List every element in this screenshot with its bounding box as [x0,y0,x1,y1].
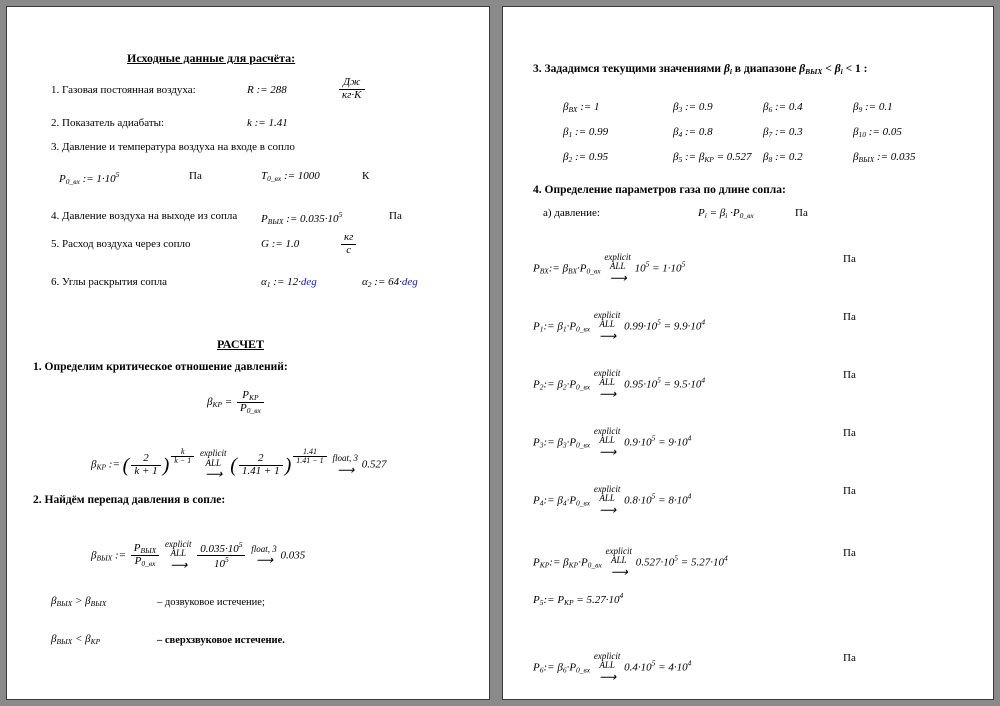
condition-supersonic-expr: $\beta_{ВЫХ} < \beta_{КР}$ [51,633,101,646]
calc-header: РАСЧЕТ [217,337,265,351]
data-item-6-label: 6. Углы раскрытия сопла [51,276,168,288]
document-page-right [502,6,994,700]
explicit-arrow-2: explicit ALL ⟶ [164,539,192,572]
pressure-row-1: $P_1:= \beta_1\cdot P_{0\_вх}$ explicit ALL ⟶ $0.99\cdot 10^5 = 9.9\cdot 10^4$ [533,310,706,343]
data-item-1-unit: $\frac{Дж}{кг\cdot К}$ [337,77,367,101]
condition-subsonic-text: – дозвуковое истечение; [157,597,265,608]
beta-vyh-evaluation: $\beta_{ВЫХ}$ := $\frac{P_{ВЫХ}}{P_{0\_вх}}$ explicit ALL ⟶ $\frac{0.035\cdot 10^5}{10^5}$ float, 3 ⟶ 0.035 [91,539,306,572]
pressure-row-6-unit: Па [843,652,856,664]
explicit-arrow-1: explicit ALL ⟶ [200,448,227,482]
float-arrow-1: float, 3 ⟶ [332,453,358,477]
alpha2-entry: $\alpha_2$ := 64·deg [362,276,418,289]
left-page-title: Исходные данные для расчёта: [127,51,296,65]
pressure-row-3: $P_3:= \beta_3\cdot P_{0\_вх}$ explicit ALL ⟶ $0.9\cdot 10^5 = 9\cdot 10^4$ [533,426,692,459]
pressure-row-6: $P_6:= \beta_6\cdot P_{0\_вх}$ explicit ALL ⟶ $0.4\cdot 10^5 = 4\cdot 10^4$ [533,651,692,684]
beta-entry-6: $\beta_6$ := 0.4 [763,101,803,114]
pressure-general-formula: $P_i = \beta_i \cdot P_{0\_вх}$ [698,207,754,220]
section-4-title: 4. Определение параметров газа по длине сопла: [533,184,786,196]
pressure-row-1-unit: Па [843,311,856,323]
condition-supersonic-text: – сверхзвуковое истечение. [157,635,285,646]
pressure-row-vh-unit: Па [843,253,856,265]
explicit-arrow-row-0: explicit ALL ⟶ [604,252,631,285]
g-unit: $\frac{кг}{с}$ [339,232,358,256]
data-item-2-label: 2. Показатель адиабаты: [51,117,165,129]
data-item-1-value: R := 288 [247,84,287,96]
data-item-4-label: 4. Давление воздуха на выходе из сопла [51,210,238,222]
beta-kr-evaluation: $\beta_{КР}$ := ( $\frac{2}{k + 1}$ ) $\frac{k}{k - 1}$ explicit ALL ⟶ ( $\frac{2}{1.41 + 1}$ ) $\frac{1.41}{1.41 - 1}$ float, 3 ⟶ 0.527 [91,447,387,482]
pressure-row-5: $P_5:= P_{КР} = 5.27\cdot 10^4$ [533,591,624,607]
pvyh-unit: Па [389,210,402,222]
explicit-arrow-row-1: explicit ALL ⟶ [593,310,621,343]
pressure-row-kr: $P_{КР}:= \beta_{КР}\cdot P_{0\_вх}$ explicit ALL ⟶ $0.527\cdot 10^5 = 5.27\cdot 10^4$ [533,546,728,579]
t0-unit: К [362,170,370,182]
data-item-2-value: k := 1.41 [247,117,288,129]
section-4a-label: а) давление: [543,207,600,219]
beta-entry-9: $\beta_9$ := 0.1 [853,101,893,114]
section-2-title: 2. Найдём перепад давления в сопле: [33,494,226,506]
pressure-general-unit: Па [795,207,808,219]
pvyh-entry: $P_{ВЫХ}$ := $0.035\cdot 10^5$ [261,210,343,226]
pressure-row-4: $P_4:= \beta_4\cdot P_{0\_вх}$ explicit ALL ⟶ $0.8\cdot 10^5 = 8\cdot 10^4$ [533,484,692,517]
float-arrow-2: float, 3 ⟶ [251,543,277,568]
beta-entry-vyh: $\beta_{ВЫХ}$ := 0.035 [853,151,916,164]
explicit-arrow-row-4: explicit ALL ⟶ [593,484,621,517]
explicit-arrow-row-3: explicit ALL ⟶ [593,426,621,459]
beta-entry-4: $\beta_4$ := 0.8 [673,126,713,139]
section-1-title: 1. Определим критическое отношение давлений: [33,361,288,373]
p0-unit: Па [189,170,202,182]
beta-kr-definition: $\beta_{КР}$ = $\frac{P_{КР}}{P_{0\_вх}}$ [207,390,266,415]
pressure-row-2: $P_2:= \beta_2\cdot P_{0\_вх}$ explicit ALL ⟶ $0.95\cdot 10^5 = 9.5\cdot 10^4$ [533,368,706,401]
section-3-title: 3. Зададимся текущими значениями $\beta_i$ в диапазоне $\beta_{ВЫХ} < \beta_i < 1$ : [533,63,868,76]
pressure-row-vh: $P_{ВХ}:= \beta_{ВХ}\cdot P_{0\_вх}$ explicit ALL ⟶ $10^5 = 1\cdot 10^5$ [533,252,686,285]
pressure-row-2-unit: Па [843,369,856,381]
beta-entry-vh: $\beta_{ВХ}$ := 1 [563,101,600,114]
pressure-row-kr-unit: Па [843,547,856,559]
explicit-arrow-row-7: explicit ALL ⟶ [593,651,621,684]
data-item-3-label: 3. Давление и температура воздуха на входе в сопло [51,141,295,153]
beta-entry-10: $\beta_{10}$ := 0.05 [853,126,902,139]
beta-entry-5: $\beta_5$ := $\beta_{КР} = 0.527$ [673,151,752,164]
condition-subsonic-expr: $\beta_{ВЫХ} > \beta_{ВЫХ}$ [51,595,107,608]
explicit-arrow-row-5: explicit ALL ⟶ [605,546,633,579]
pressure-row-4-unit: Па [843,485,856,497]
data-item-1-label: 1. Газовая постоянная воздуха: [51,84,196,96]
document-page-left [6,6,490,700]
beta-entry-8: $\beta_8$ := 0.2 [763,151,803,164]
t0-entry: $T_{0\_вх}$ := 1000 [261,170,320,183]
g-value: G := 1.0 [261,238,300,250]
beta-entry-1: $\beta_1$ := 0.99 [563,126,609,139]
beta-entry-2: $\beta_2$ := 0.95 [563,151,609,164]
data-item-5-label: 5. Расход воздуха через сопло [51,238,191,250]
alpha1-entry: $\alpha_1$ := 12·deg [261,276,317,289]
explicit-arrow-row-2: explicit ALL ⟶ [593,368,621,401]
beta-entry-3: $\beta_3$ := 0.9 [673,101,713,114]
beta-entry-7: $\beta_7$ := 0.3 [763,126,803,139]
p0-entry: $P_{0\_вх}$ := $1\cdot 10^5$ [59,170,120,186]
pressure-row-3-unit: Па [843,427,856,439]
